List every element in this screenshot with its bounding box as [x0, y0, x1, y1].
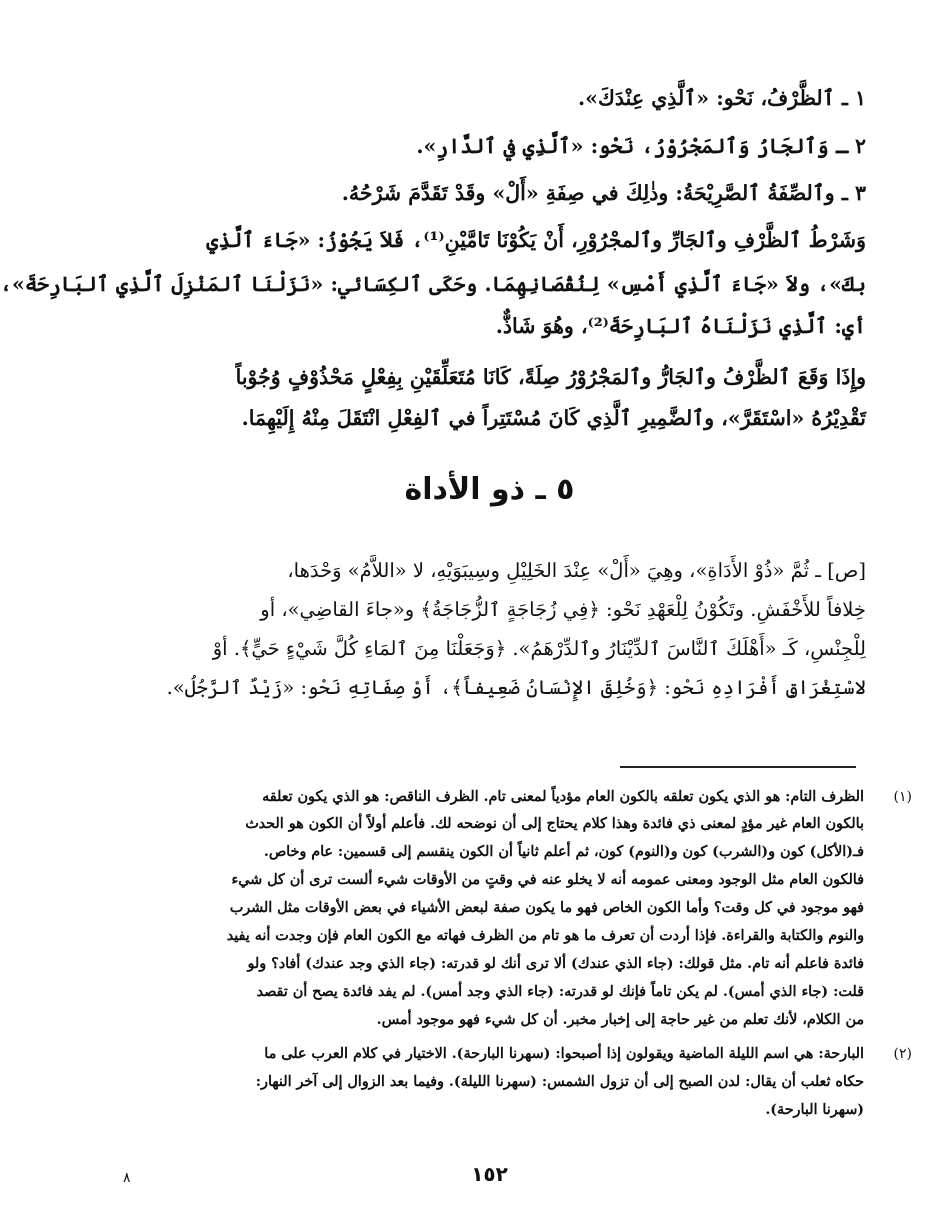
quote-line-1: [ص] ـ ثُمَّ «ذُوْ الأَدَاةِ»، وهِيَ «أَلْ» عِنْدَ الخَلِيْلِ وسِيبَوَيْهِ، لا «اللاَّمُ» وَحْدَها، [287, 559, 866, 582]
main-text-line-8: تَقْدِيْرُهُ «اسْتَقَرَّ»، وٱلضَّمِيرِ ٱلَّذِي كَانَ مُسْتَتِراً في ٱلفِعْلِ انْتَقَلَ مِنْهُ إِلَيْهِمَا. [241, 406, 866, 430]
footnote-2-line-1: البارحة: هي اسم الليلة الماضية ويقولون إذا أصبحوا: (سهرنا البارحة). الاختيار في كلام العرب على ما [264, 1046, 864, 1062]
footnote-1-line-6: والنوم والكتابة والقراءة. فإذا أردت أن تعرف ما هو تام من الظرف فهاته مع الكون العام فإن وجدت أنه يفيد [226, 928, 864, 944]
main-text-line-7: وإِذَا وَقَعَ ٱلظَّرْفُ وٱلجَارُّ وٱلمَجْرُوْرُ صِلَةً، كَانَا مُتَعَلِّقَيْنِ بِفِعْلٍ مَحْذُوْفٍ وُجُوْباً [235, 365, 866, 389]
main-text-line-2: ٢ ـ وَٱلجَارُ وَٱلمَجْرُوْرُ، نَحْو: «ٱلَّذِي في ٱلدَّارِ». [416, 134, 866, 158]
main-text-line-3: ٣ ـ وٱلصِّفَةُ ٱلصَّرِيْحَةُ: وذٰلِكَ في صِفَةِ «أَلْ» وقَدْ تَقَدَّمَ شَرْحُهُ. [341, 181, 866, 205]
footnote-1-line-7: فائدة فاعلم أنه تام. مثل قولك: (جاء الذي عندك) ألا ترى أنك لو قدرته: (جاء الذي وجد عندك) أفاد؟ ولو [247, 956, 864, 972]
footnote-1-line-4: فالكون العام مثل الوجود ومعنى عمومه أنه لا يخلو عنه في وقتٍ من الأوقات شيء ألست ترى أن كل شيء [231, 872, 864, 888]
main-text-line-5: بكَ»، ولاَ «جَاءَ ٱلَّذِي أَمْسِ» لِنُقْصَانِهِمَا. وحَكَى ٱلكِسَائي: «نَزَلْنَا ٱلمَنْزِلَ ٱلَّذِي ٱلبَارِحَةَ»، [0, 272, 866, 296]
footnote-1-line-9: من الكلام، لأنك تعلم من غير حاجة إلى إخبار مخبر. أن كل شيء فهو موجود أمس. [376, 1012, 864, 1028]
section-heading: ٥ ـ ذو الأداة [404, 472, 575, 507]
main-text-line-6: أي: ٱلَّذِي نَزَلْنَاهُ ٱلبَارِحَةَ⁽²⁾، وهُوَ شَاذٌّ. [495, 314, 866, 338]
page-number: ١٥٢ [471, 1162, 508, 1186]
quote-line-4: لاسْتِغْرَاقِ أَفْرَادِهِ نَحْو: ﴿وَخُلِقَ الإِنْسَانُ ضَعِيفاً﴾، أَوْ صِفَاتِهِ نَحْو: «زَيْدٌ ٱلرَّجُلُ». [166, 676, 866, 699]
footnote-separator [620, 766, 856, 768]
corner-mark: ٨ [123, 1170, 131, 1186]
footnote-2-number: (٢) [893, 1046, 912, 1062]
footnote-2-line-3: (سهرنا البارحة). [765, 1102, 864, 1118]
footnote-1-line-3: فـ(الأكل) كون و(الشرب) كون و(النوم) كون، ثم أعلم ثانياً أن الكون ينقسم إلى قسمين: عام وخاص. [263, 844, 864, 860]
footnote-1-line-5: فهو موجود في كل وقت؟ وأما الكون الخاص فهو ما يكون صفة لبعض الأشياء في بعض الأوقات مثل الشرب [229, 900, 864, 916]
quote-line-3: لِلْجِنْسِ، كَـ «أَهْلَكَ ٱلنَّاسَ ٱلدِّيْنَارُ وٱلدِّرْهَمُ». ﴿وَجَعَلْنَا مِنَ ٱلمَاءِ كُلَّ شَيْءٍ حَيٍّ﴾. أوْ [212, 637, 866, 660]
footnote-1-line-8: قلت: (جاء الذي أمس). لم يكن تاماً فإنك لو قدرته: (جاء الذي وجد أمس). لم يفد فائدة يصح أن تقصد [256, 984, 864, 1000]
footnote-1-line-2: بالكون العام غير مؤدٍ لمعنى ذي فائدة وهذا كلام يحتاج إلى أن نوضحه لك. فأعلم أولاً أن الكون هو الحدث [245, 816, 864, 832]
main-text-line-1: ١ ـ ٱلظَّرْفُ، نَحْو: «ٱلَّذِي عِنْدَكَ». [578, 86, 866, 110]
quote-line-2: خِلافاً للأَخْفَشِ. وتَكُوْنُ لِلْعَهْدِ نَحْو: ﴿فِي زُجَاجَةٍ ٱلزُّجَاجَةُ﴾ و«جاءَ القاضِي»، أو [260, 598, 866, 621]
footnote-1-line-1: الظرف التام: هو الذي يكون تعلقه بالكون العام مؤدياً لمعنى تام. الظرف الناقص: هو الذي يكون تعلقه [262, 789, 864, 805]
footnote-2-line-2: حكاه ثعلب أن يقال: لدن الصبح إلى أن تزول الشمس: (سهرنا الليلة). وفيما بعد الزوال إلى آخر النهار: [255, 1074, 864, 1090]
main-text-line-4: وَشَرْطُ ٱلظَّرْفِ وٱلجَارِّ وٱلمجْرُوْرِ، أَنْ يَكُوْنَا تَامَّيْنِ⁽¹⁾، فَلاَ يَجُوْزُ: «جَاءَ ٱلَّذِي [206, 228, 866, 252]
footnote-1-number: (١) [893, 789, 912, 805]
